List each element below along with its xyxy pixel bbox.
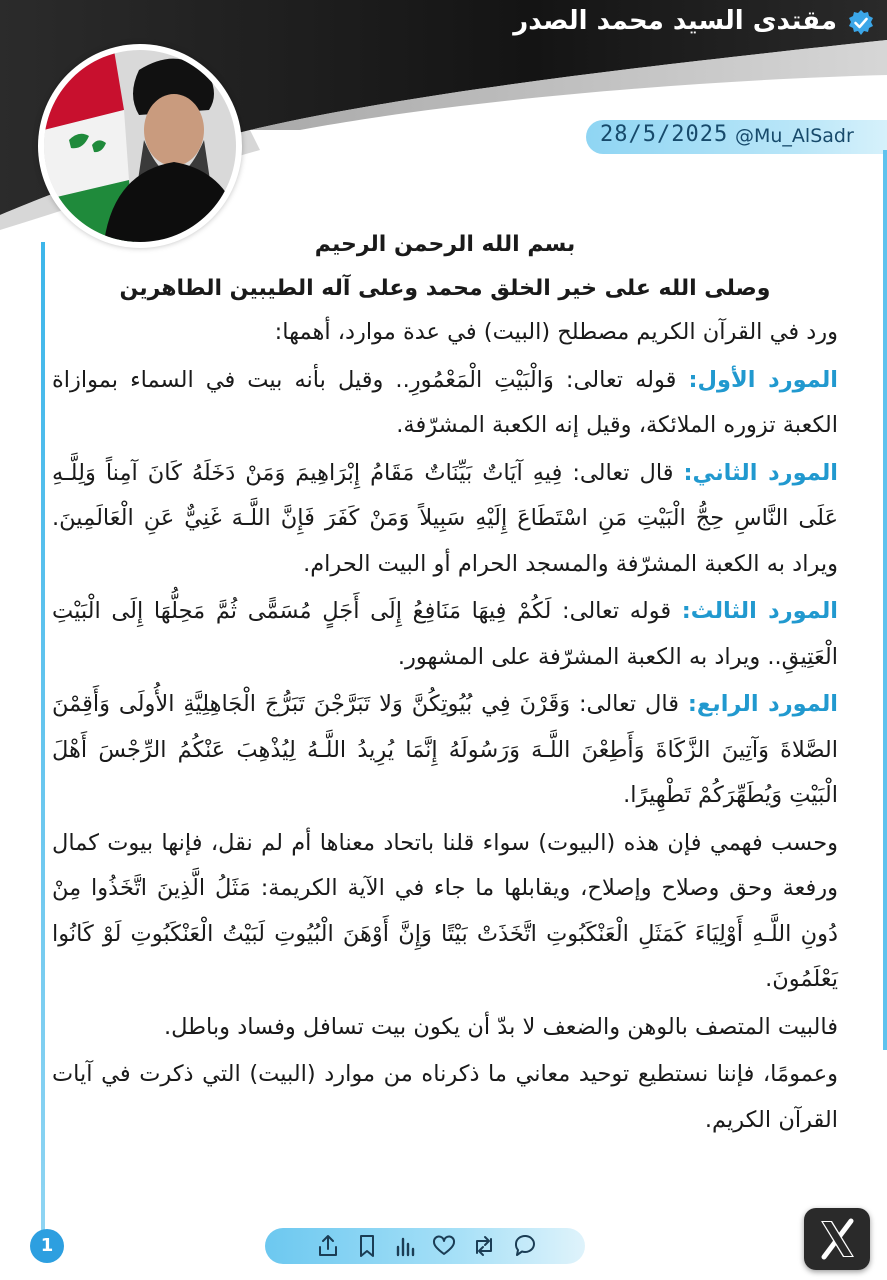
basmala: بسم الله الرحمن الرحيم bbox=[314, 232, 576, 257]
mawrid-3-paragraph bbox=[52, 589, 838, 680]
conclusion-paragraph: وعمومًا، فإننا نستطيع توحيد معاني ما ذكرناه من موارد (البيت) التي ذكرت في آيات القرآن الكريم. bbox=[52, 1061, 838, 1133]
mawrid-1-label: المورد الأول: bbox=[688, 366, 838, 393]
mawrid-2-text: قال تعالى: فِيهِ آيَاتٌ بَيِّنَاتٌ مَقَامُ إِبْرَاهِيمَ وَمَنْ دَخَلَهُ كَانَ آمِناً وَلِلَّـهِ عَلَى النَّاسِ حِجُّ الْبَيْتِ مَنِ اسْتَطَاعَ إِلَيْهِ سَبِيلاً وَمَنْ كَفَرَ فَإِنَّ اللَّـهَ غَنِيٌّ عَنِ الْعَالَمِينَ. ويراد به الكعبة المشرّفة والمسجد الحرام أو البيت الحرام. bbox=[52, 459, 838, 577]
thread-line bbox=[41, 242, 45, 1240]
views-icon[interactable] bbox=[393, 1233, 419, 1259]
mawrid-3-text: قوله تعالى: لَكُمْ فِيهَا مَنَافِعُ إِلَى أَجَلٍ مُسَمًّى ثُمَّ مَحِلُّهَا إِلَى الْبَيْتِ الْعَتِيقِ.. ويراد به الكعبة المشرّفة على المشهور. bbox=[52, 598, 838, 670]
mawrid-3-label: المورد الثالث: bbox=[681, 598, 839, 624]
retweet-icon[interactable] bbox=[471, 1233, 497, 1259]
mawrid-2-paragraph bbox=[52, 451, 838, 588]
like-icon[interactable] bbox=[431, 1233, 457, 1259]
post-date: 28/5/2025 bbox=[600, 122, 729, 147]
account-handle[interactable]: @Mu_AlSadr bbox=[735, 125, 854, 147]
mawrid-1-text: قوله تعالى: وَالْبَيْتِ الْمَعْمُورِ.. وقيل بأنه بيت في السماء بموازاة الكعبة تزوره الملائكة، وقيل إنه الكعبة المشرّفة. bbox=[52, 366, 838, 438]
account-name[interactable]: مقتدى السيد محمد الصدر bbox=[513, 6, 837, 36]
mawrid-2-label: المورد الثاني: bbox=[683, 459, 838, 486]
x-logo-glyph bbox=[804, 1208, 870, 1270]
share-icon[interactable] bbox=[315, 1233, 341, 1259]
avatar[interactable] bbox=[38, 44, 242, 248]
weak-house-paragraph: فالبيت المتصف بالوهن والضعف لا بدّ أن يكون بيت تسافل وفساد وباطل. bbox=[163, 1013, 838, 1040]
bookmark-icon[interactable] bbox=[354, 1233, 380, 1259]
profile-photo bbox=[44, 50, 236, 242]
mawrid-4-text: قال تعالى: وَقَرْنَ فِي بُيُوتِكُنَّ وَلا تَبَرَّجْنَ تَبَرُّجَ الْجَاهِلِيَّةِ الأُولَى وَأَقِمْنَ الصَّلاةَ وَآتِينَ الزَّكَاةَ وَأَطِعْنَ اللَّـهَ وَرَسُولَهُ إِنَّمَا يُرِيدُ اللَّـهُ لِيُذْهِبَ عَنْكُمُ الرِّجْسَ أَهْلَ الْبَيْتِ وَيُطَهِّرَكُمْ تَطْهِيرًا. bbox=[52, 691, 838, 808]
reply-icon[interactable] bbox=[512, 1233, 538, 1259]
mawrid-4-paragraph bbox=[52, 682, 838, 819]
mawrid-1-paragraph bbox=[52, 358, 838, 449]
mawrid-4-label: المورد الرابع: bbox=[687, 691, 838, 717]
page-number-badge: 1 bbox=[30, 1229, 64, 1263]
right-accent-line bbox=[883, 150, 887, 1050]
understanding-paragraph: وحسب فهمي فإن هذه (البيوت) سواء قلنا باتحاد معناها أم لم نقل، فإنها بيوت كمال ورفعة وحق وصلاح وإصلاح، ويقابلها ما جاء في الآية الكريمة: مَثَلُ الَّذِينَ اتَّخَذُوا مِنْ دُونِ اللَّـهِ أَوْلِيَاءَ كَمَثَلِ الْعَنْكَبُوتِ اتَّخَذَتْ بَيْتًا وَإِنَّ أَوْهَنَ الْبُيُوتِ لَبَيْتُ الْعَنْكَبُوتِ لَوْ كَانُوا يَعْلَمُونَ. bbox=[52, 829, 838, 992]
verified-badge-icon bbox=[847, 9, 875, 37]
salawat-line: وصلى الله على خير الخلق محمد وعلى آله الطيبين الطاهرين bbox=[119, 276, 771, 301]
post-body bbox=[52, 222, 838, 1145]
intro-paragraph: ورد في القرآن الكريم مصطلح (البيت) في عدة موارد، أهمها: bbox=[274, 319, 838, 345]
x-logo-icon[interactable] bbox=[804, 1208, 870, 1270]
